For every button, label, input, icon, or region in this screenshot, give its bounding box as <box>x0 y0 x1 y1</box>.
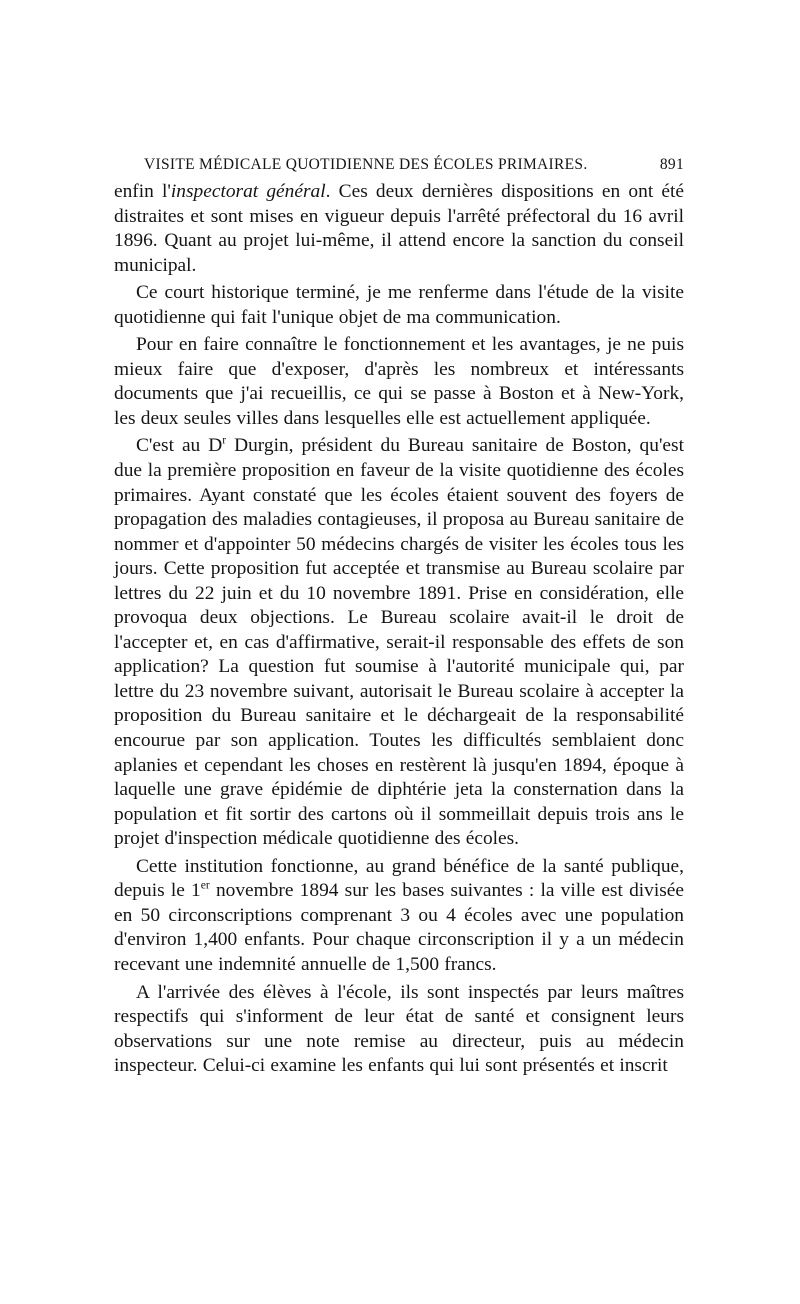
p1-text-start: enfin l' <box>114 181 171 202</box>
paragraph-arrivee: A l'arrivée des élèves à l'école, ils sont inspectés par leurs maîtres respectifs qui s'informent de leur état de santé et consignent leurs observations sur une note remise au directeur, puis au médecin inspecteur. Celui-ci examine les enfants qui lui sont présentés et inscrit <box>114 981 684 1077</box>
p1-italic-term: inspectorat général <box>170 181 326 202</box>
p5-text-end: novembre 1894 sur les bases suivantes : la ville est divisée en 50 circonscriptions comprenant 3 ou 4 écoles avec une population d'environ 1,400 enfants. Pour chaque circonscription il y a un médecin recevant une indemnité annuelle de 1,500 francs. <box>114 880 684 975</box>
paragraph-institution <box>114 855 684 978</box>
paragraph-durgin <box>114 434 684 851</box>
p5-superscript: er <box>200 878 210 892</box>
paragraph-fonctionnement: Pour en faire connaître le fonctionnement et les avantages, je ne puis mieux faire que d'exposer, d'après les nombreux et intéressants documents que j'ai recueillis, ce qui se passe à Boston et à New-York, les deux seules villes dans lesquelles elle est actuellement appliquée. <box>114 334 684 429</box>
p4-text-end: Durgin, président du Bureau sanitaire de Boston, qu'est due la première proposition en faveur de la visite quotidienne des écoles primaires. Ayant constaté que les écoles étaient souvent des foyers de propagation des maladies contagieuses, il proposa au Bureau sanitaire de nommer et d'appointer 50 médecins chargés de visiter les écoles tous les jours. Cette proposition fut acceptée et transmise au Bureau scolaire par lettres du 22 juin et du 10 novembre 1891. Prise en considération, elle provoqua deux objections. Le Bureau scolaire avait-il le droit de l'accepter et, en cas d'affirmative, serait-il responsable des effets de son application? La question fut soumise à l'autorité municipale qui, par lettre du 23 novembre suivant, autorisait le Bureau scolaire à accepter la proposition du Bureau sanitaire et le déchargeait de la responsabilité encourue par son application. Toutes les difficultés semblaient donc aplanies et cependant les choses en restèrent là jusqu'en 1894, époque à laquelle une grave épidémie de diphtérie jeta la consternation dans la population et fit sortir des cartons où il sommeillait depuis trois ans le projet d'inspection médicale quotidienne des écoles. <box>114 435 684 850</box>
page-number: 891 <box>659 156 684 173</box>
p4-text-start: C'est au D <box>136 435 223 457</box>
p1-text-end: . Ces deux dernières dispositions en ont été distraites et sont mises en vigueur depuis l'arrêté préfectoral du 16 avril 1896. Quant au projet lui-même, il attend encore la sanction du conseil municipal. <box>114 181 684 276</box>
paragraph-continued <box>114 180 684 278</box>
paragraph-historique: Ce court historique terminé, je me renferme dans l'étude de la visite quotidienne qui fait l'unique objet de ma communication. <box>114 282 684 328</box>
p5-text-start: Cette institution fonctionne, au grand bénéfice de la santé publique, depuis le 1 <box>114 855 684 902</box>
book-page <box>114 152 684 1079</box>
p4-superscript: r <box>222 433 227 447</box>
running-header <box>114 152 684 180</box>
running-title: VISITE MÉDICALE QUOTIDIENNE DES ÉCOLES PRIMAIRES. <box>144 156 588 173</box>
